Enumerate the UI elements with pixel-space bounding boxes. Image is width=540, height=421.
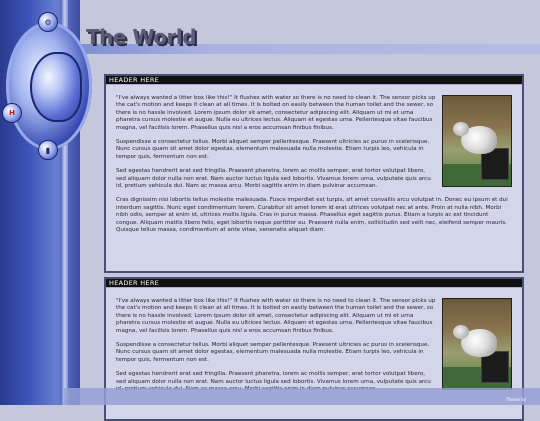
home-icon[interactable]: H bbox=[2, 103, 22, 123]
post-header: HEADER HERE bbox=[106, 279, 522, 288]
chart-icon[interactable]: ▮ bbox=[38, 140, 58, 160]
footer-bar bbox=[64, 388, 540, 405]
post-panel bbox=[104, 74, 524, 273]
site-title: The World bbox=[86, 25, 197, 49]
post-header: HEADER HERE bbox=[106, 76, 522, 85]
post-body bbox=[106, 85, 522, 248]
post-paragraph: Sed egestas hendrerit erat sed fringilla. Praesent pharetra, lorem ac mollis semper, erat tortor volutpat libero, sed aliquam dolor nulla non erat. Nam auctor luctus ligula sed lobortis. Vivamus lorem urna, vulputate quis arcu id, pretium vehicula dui. Nam ac massa arcu. Morbi sagittis enim in diam pulvinar accumsan. bbox=[116, 168, 431, 190]
post-paragraph: Sed egestas hendrerit erat sed fringilla. Praesent pharetra, lorem ac mollis semper, erat tortor volutpat libero, sed aliquam dolor nulla non erat. Nam auctor luctus ligula sed lobortis. Vivamus lorem urna, vulputate quis arcu bbox=[116, 371, 431, 385]
post-paragraph: "I've always wanted a litter box like this!" It flushes with water so there is no need to clean it. The sensor picks up the cat's motion and keeps it clean at all times. It is bolted on easily between the human toilet and the sewer, so there is no hassle involved. Lorem ipsum dolor sit amet, consectetur adipiscing elit. Aliquam ut mi et urna pharetra cursus molestie et augue. Nulla eu ultrices lectus. Aliquam et egestas urna. Pellentesque vitae faucibus magna, vel facilisis lorem. Phasellus quis nisl a eros accumsan finibus finibus. bbox=[116, 298, 436, 334]
post-paragraph: Cras dignissim nisi lobortis tellus molestie malesuada. Fusce imperdiet est turpis, sit amet convallis arcu volutpat in. Donec eu ipsum et dui interdum sagittis. Nunc eget condimentum lorem. Curabitur sit amet lorem id erat ultrices volutpat nec at ante. Proin at nulla nibh. Morbi nibh odio, semper at enim id, ultrices mollis ligula. Cras in purus massa. Phasellus eget sagittis purus. Etiam a turpis ac est tincidunt congue. Aliquam mattis libero felis, eget lobortis neque porttitor eu. Praesent nulla enim, sollicitudin sed velit nec, eleifend semper mauris. Quisque tellus massa, condimentum at ante vitae, venenatis aliquet diam. bbox=[116, 197, 508, 234]
post-paragraph: Suspendisse a consectetur tellus. Morbi aliquet semper pellentesque. Praesent ultricies ac purus in scelerisque. Nunc cursus quam sit amet dolor egestas, elementum malesuada nulla molestie. Etiam turpis leo, vehicula in tempor quis, fermentum non est. bbox=[116, 342, 430, 363]
photo-cat-head bbox=[453, 122, 469, 136]
orb-screen bbox=[30, 52, 82, 122]
post-paragraph: "I've always wanted a litter box like this!" It flushes with water so there is no need to clean it. The sensor picks up the cat's motion and keeps it clean at all times. It is bolted on easily between the human toilet and the sewer, so there is no hassle involved. Lorem ipsum dolor sit amet, consectetur adipiscing elit. Aliquam ut mi et urna pharetra cursus molestie et augue. Nulla eu ultrices lectus. Aliquam et egestas urna. Pellentesque vitae faucibus magna, vel facilisis lorem. Phasellus quis nisl a eros accumsan finibus finibus. bbox=[116, 95, 436, 131]
photo-cat-head bbox=[453, 325, 469, 339]
settings-icon[interactable]: ⚙ bbox=[38, 12, 58, 32]
theme-credit[interactable]: Theme by bbox=[506, 397, 526, 402]
cat-toilet-photo bbox=[442, 95, 512, 187]
post-paragraph: Suspendisse a consectetur tellus. Morbi aliquet semper pellentesque. Praesent ultricies ac purus in scelerisque. Nunc cursus quam sit amet dolor egestas, elementum malesuada nulla molestie. Etiam turpis leo, vehicula in tempor quis, fermentum non est. bbox=[116, 139, 430, 160]
cat-toilet-photo bbox=[442, 298, 512, 390]
